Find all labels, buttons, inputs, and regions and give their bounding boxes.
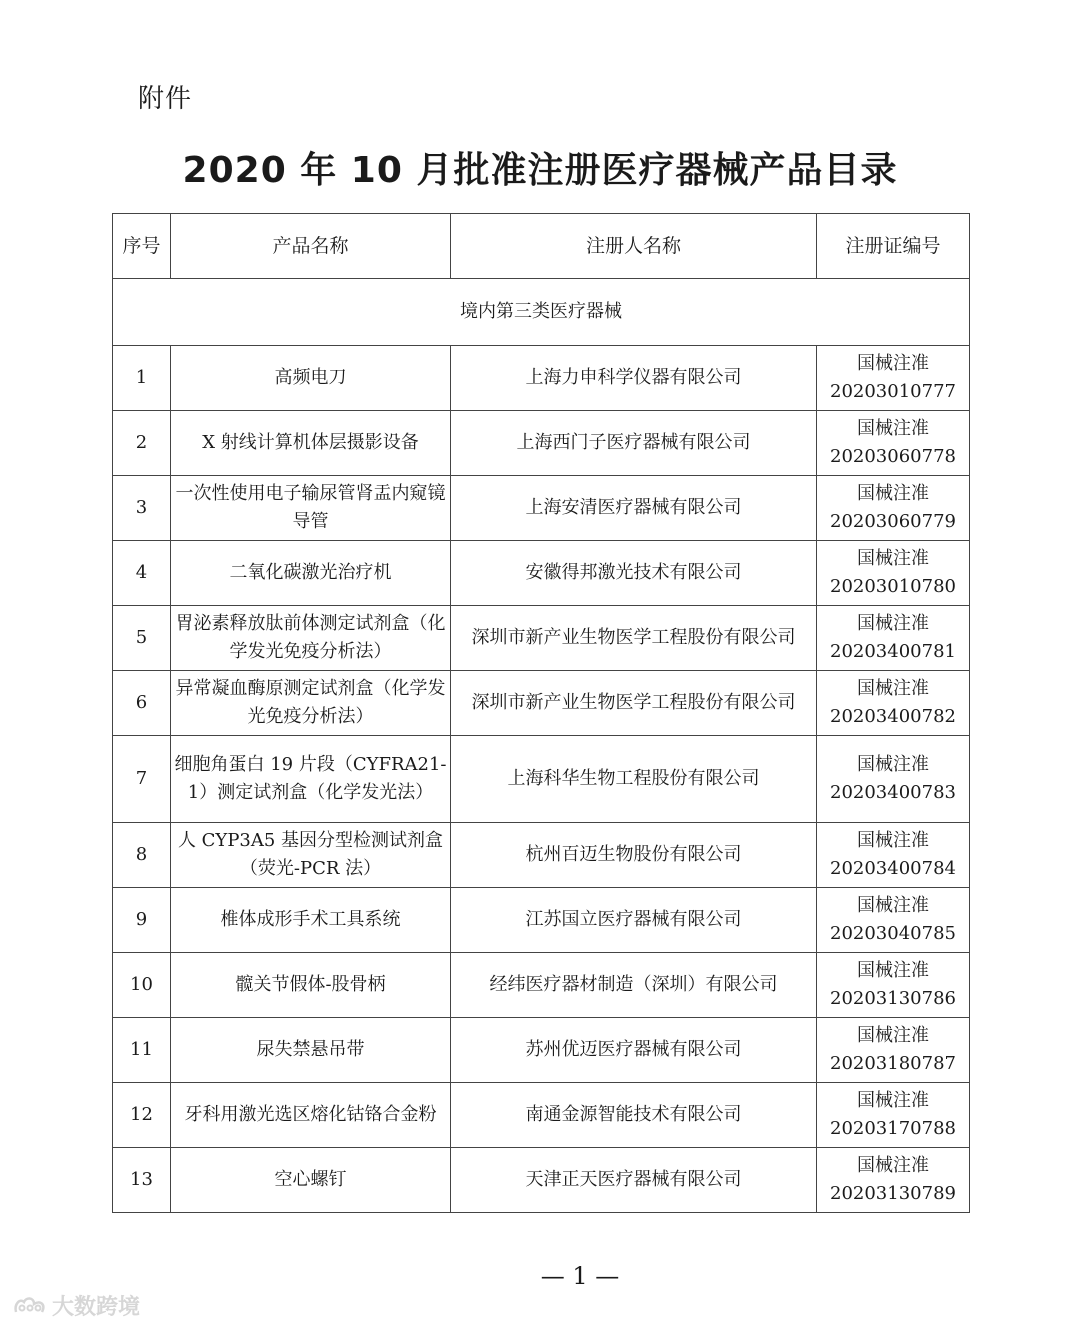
serial-number-cell: 8 — [113, 823, 171, 888]
table-row — [113, 606, 970, 671]
serial-number-cell: 6 — [113, 671, 171, 736]
table-row — [113, 1148, 970, 1213]
product-name-cell: 牙科用激光选区熔化钴铬合金粉 — [171, 1083, 451, 1148]
product-name-cell: 胃泌素释放肽前体测定试剂盒（化学发光免疫分析法） — [171, 606, 451, 671]
certificate-number: 20203180787 — [830, 1053, 956, 1074]
serial-number-cell: 9 — [113, 888, 171, 953]
certificate-prefix: 国械注准 — [857, 548, 929, 569]
table-row — [113, 1083, 970, 1148]
certificate-number-cell — [817, 736, 970, 823]
section-row — [113, 279, 970, 346]
serial-number-cell: 2 — [113, 411, 171, 476]
certificate-prefix: 国械注准 — [857, 353, 929, 374]
table-row — [113, 736, 970, 823]
certificate-prefix: 国械注准 — [857, 830, 929, 851]
table-row — [113, 1018, 970, 1083]
registrant-name-cell: 上海安清医疗器械有限公司 — [451, 476, 817, 541]
table-row — [113, 671, 970, 736]
product-name-cell: 椎体成形手术工具系统 — [171, 888, 451, 953]
certificate-number-cell — [817, 346, 970, 411]
certificate-number: 20203130789 — [830, 1183, 956, 1204]
table-row — [113, 953, 970, 1018]
product-name-cell: 髋关节假体-股骨柄 — [171, 953, 451, 1018]
certificate-number-cell — [817, 1148, 970, 1213]
registrant-name-cell: 经纬医疗器材制造（深圳）有限公司 — [451, 953, 817, 1018]
certificate-number-cell — [817, 541, 970, 606]
certificate-prefix: 国械注准 — [857, 1155, 929, 1176]
certificate-prefix: 国械注准 — [857, 895, 929, 916]
certificate-prefix: 国械注准 — [857, 754, 929, 775]
certificate-number-cell — [817, 671, 970, 736]
certificate-number-cell — [817, 823, 970, 888]
registrant-name-cell: 上海力申科学仪器有限公司 — [451, 346, 817, 411]
certificate-prefix: 国械注准 — [857, 418, 929, 439]
serial-number-cell: 7 — [113, 736, 171, 823]
serial-number-cell: 11 — [113, 1018, 171, 1083]
certificate-number: 20203040785 — [830, 923, 956, 944]
serial-number-cell: 1 — [113, 346, 171, 411]
certificate-prefix: 国械注准 — [857, 960, 929, 981]
certificate-number: 20203400782 — [830, 706, 956, 727]
registrant-name-cell: 深圳市新产业生物医学工程股份有限公司 — [451, 606, 817, 671]
table-row — [113, 411, 970, 476]
table-row — [113, 888, 970, 953]
header-registrant-name: 注册人名称 — [451, 214, 817, 279]
certificate-number-cell — [817, 476, 970, 541]
page-number: — 1 — — [540, 1262, 620, 1290]
product-name-cell: 二氧化碳激光治疗机 — [171, 541, 451, 606]
product-name-cell: 尿失禁悬吊带 — [171, 1018, 451, 1083]
serial-number-cell: 4 — [113, 541, 171, 606]
registrant-name-cell: 天津正天医疗器械有限公司 — [451, 1148, 817, 1213]
product-name-cell: 空心螺钉 — [171, 1148, 451, 1213]
certificate-number: 20203400784 — [830, 858, 956, 879]
table-row — [113, 346, 970, 411]
registrant-name-cell: 上海西门子医疗器械有限公司 — [451, 411, 817, 476]
certificate-prefix: 国械注准 — [857, 1025, 929, 1046]
product-name-cell: 高频电刀 — [171, 346, 451, 411]
registrant-name-cell: 杭州百迈生物股份有限公司 — [451, 823, 817, 888]
serial-number-cell: 3 — [113, 476, 171, 541]
watermark-text: 大数跨境 — [52, 1295, 141, 1320]
certificate-number: 20203400783 — [830, 782, 956, 803]
registrant-name-cell: 苏州优迈医疗器械有限公司 — [451, 1018, 817, 1083]
product-name-cell: 细胞角蛋白 19 片段（CYFRA21-1）测定试剂盒（化学发光法） — [171, 736, 451, 823]
watermark-logo-icon — [12, 1294, 48, 1318]
registrant-name-cell: 南通金源智能技术有限公司 — [451, 1083, 817, 1148]
registrant-name-cell: 上海科华生物工程股份有限公司 — [451, 736, 817, 823]
product-name-cell: 人 CYP3A5 基因分型检测试剂盒（荧光-PCR 法） — [171, 823, 451, 888]
page-title: 2020 年 10 月批准注册医疗器械产品目录 — [182, 150, 898, 191]
product-name-cell: X 射线计算机体层摄影设备 — [171, 411, 451, 476]
certificate-number-cell — [817, 953, 970, 1018]
certificate-number-cell — [817, 1083, 970, 1148]
certificate-number: 20203130786 — [830, 988, 956, 1009]
certificate-number: 20203400781 — [830, 641, 956, 662]
header-serial-number: 序号 — [113, 214, 171, 279]
serial-number-cell: 12 — [113, 1083, 171, 1148]
serial-number-cell: 10 — [113, 953, 171, 1018]
header-certificate-number: 注册证编号 — [817, 214, 970, 279]
table-row — [113, 476, 970, 541]
certificate-number: 20203170788 — [830, 1118, 956, 1139]
header-product-name: 产品名称 — [171, 214, 451, 279]
serial-number-cell: 13 — [113, 1148, 171, 1213]
attachment-label: 附件 — [138, 84, 193, 114]
product-name-cell: 一次性使用电子输尿管肾盂内窥镜导管 — [171, 476, 451, 541]
table-row — [113, 541, 970, 606]
certificate-number: 20203060779 — [830, 511, 956, 532]
certificate-number: 20203010780 — [830, 576, 956, 597]
registrant-name-cell: 江苏国立医疗器械有限公司 — [451, 888, 817, 953]
product-name-cell: 异常凝血酶原测定试剂盒（化学发光免疫分析法） — [171, 671, 451, 736]
table-header-row — [113, 214, 970, 279]
certificate-prefix: 国械注准 — [857, 483, 929, 504]
table-row — [113, 823, 970, 888]
certificate-number: 20203060778 — [830, 446, 956, 467]
certificate-number: 20203010777 — [830, 381, 956, 402]
certificate-number-cell — [817, 606, 970, 671]
certificate-prefix: 国械注准 — [857, 678, 929, 699]
section-title: 境内第三类医疗器械 — [113, 279, 970, 346]
certificate-number-cell — [817, 1018, 970, 1083]
product-catalog-table — [112, 213, 970, 1213]
registrant-name-cell: 安徽得邦激光技术有限公司 — [451, 541, 817, 606]
certificate-prefix: 国械注准 — [857, 613, 929, 634]
watermark — [12, 1290, 140, 1321]
certificate-prefix: 国械注准 — [857, 1090, 929, 1111]
certificate-number-cell — [817, 888, 970, 953]
serial-number-cell: 5 — [113, 606, 171, 671]
certificate-number-cell — [817, 411, 970, 476]
registrant-name-cell: 深圳市新产业生物医学工程股份有限公司 — [451, 671, 817, 736]
